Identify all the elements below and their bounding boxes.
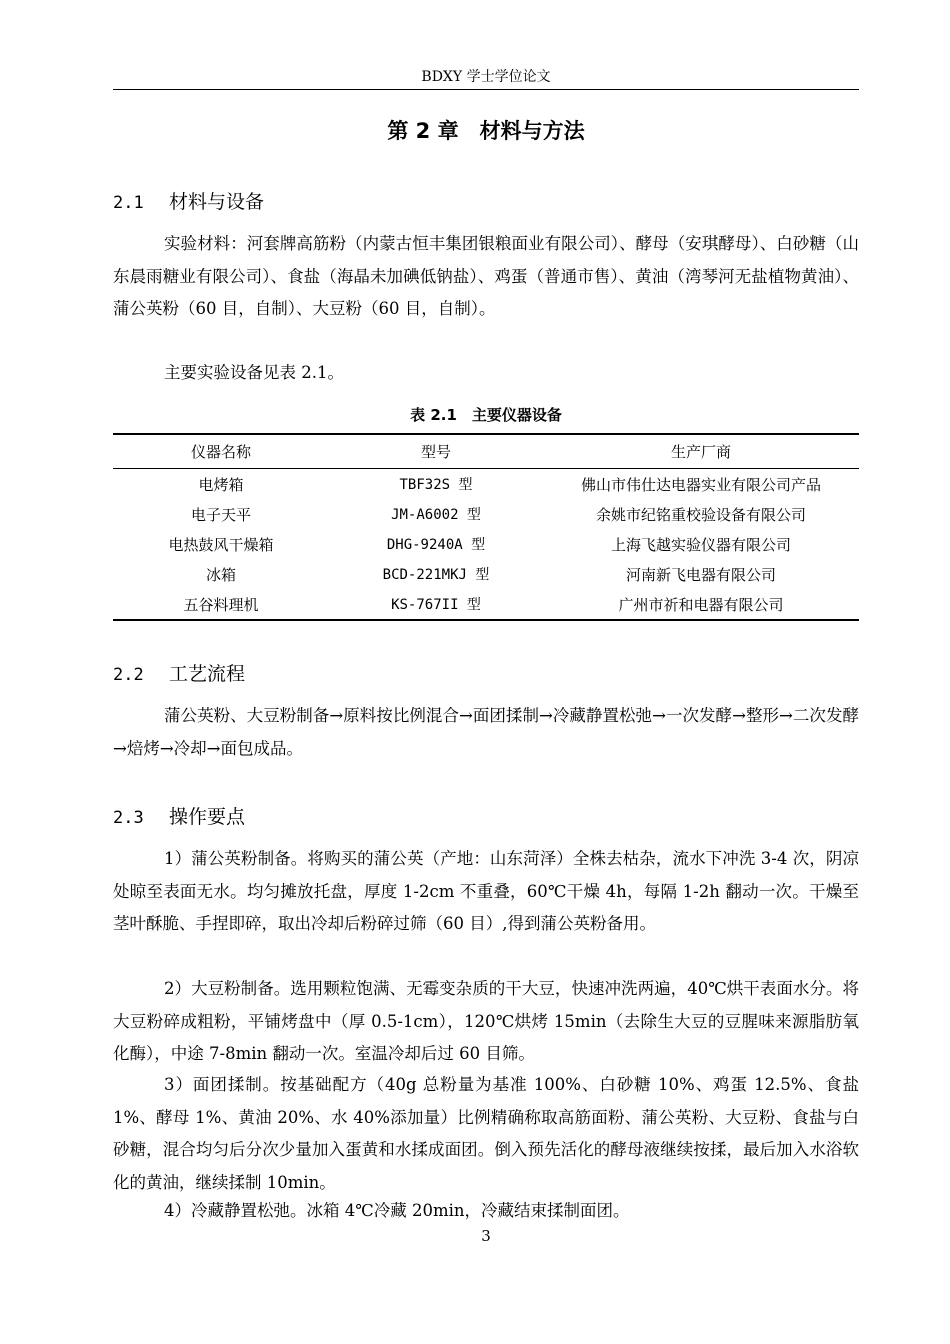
table-cell: 上海飞越实验仪器有限公司 <box>610 535 791 554</box>
table-row <box>113 589 859 620</box>
section-title-text: 工艺流程 <box>169 663 246 685</box>
running-header: BDXY 学士学位论文 <box>421 69 551 85</box>
section-number: 2.2 <box>113 665 144 685</box>
equipment-table <box>113 433 859 621</box>
process-flow-paragraph: 蒲公英粉、大豆粉制备→原料按比例混合→面团揉制→冷藏静置松弛→一次发酵→整形→二次发酵→焙烤→冷却→面包成品。 <box>113 706 859 758</box>
table-cell: 冰箱 <box>205 565 236 584</box>
table-cell: 电热鼓风干燥箱 <box>168 535 274 554</box>
table-header-cell: 仪器名称 <box>190 443 251 461</box>
table-row <box>113 499 859 529</box>
header-rule <box>113 89 859 90</box>
table-cell: 广州市祈和电器有限公司 <box>618 595 784 614</box>
step-3-paragraph: 3）面团揉制。按基础配方（40g 总粉量为基准 100%、白砂糖 10%、鸡蛋 12.5%、食盐 1%、酵母 1%、黄油 20%、水 40%添加量）比例精确称取高筋面粉、蒲公英粉、大豆粉、食盐与白砂糖，混合均匀后分次少量加入蛋黄和水揉成面团。倒入预先活化的酵母液继续按揉，最后加入水浴软化的黄油，继续揉制 10min。 <box>113 1075 859 1192</box>
table-cell: KS-767II 型 <box>391 597 481 613</box>
table-cell: 五谷料理机 <box>183 595 259 614</box>
table-row <box>113 559 859 589</box>
table-cell: DHG-9240A 型 <box>386 537 486 553</box>
section-number: 2.1 <box>113 193 144 213</box>
step-4-paragraph: 4）冷藏静置松弛。冰箱 4℃冷藏 20min，冷藏结束揉制面团。 <box>164 1201 630 1220</box>
materials-paragraph: 实验材料：河套牌高筋粉（内蒙古恒丰集团银粮面业有限公司）、酵母（安琪酵母）、白砂糖（山东晨雨糖业有限公司）、食盐（海晶未加碘低钠盐）、鸡蛋（普通市售）、黄油（湾琴河无盐植物黄油）、蒲公英粉（60 目，自制）、大豆粉（60 目，自制）。 <box>113 234 859 318</box>
section-number: 2.3 <box>113 808 144 828</box>
table-cell: 河南新飞电器有限公司 <box>625 565 776 584</box>
chapter-title: 第 2 章 材料与方法 <box>387 119 585 143</box>
equipment-reference-paragraph: 主要实验设备见表 2.1。 <box>164 363 344 382</box>
table-caption: 表 2.1 主要仪器设备 <box>410 406 562 424</box>
table-cell: JM-A6002 型 <box>391 507 481 523</box>
page-number: 3 <box>481 1227 491 1245</box>
section-title-text: 材料与设备 <box>169 191 265 213</box>
table-cell: 电子天平 <box>190 505 251 524</box>
table-header-row <box>113 434 859 469</box>
step-2-paragraph: 2）大豆粉制备。选用颗粒饱满、无霉变杂质的干大豆，快速冲洗两遍，40℃烘干表面水分。将大豆粉碎成粗粉，平铺烤盘中（厚 0.5-1cm），120℃烘烤 15min（去除生大豆的豆腥味来源脂肪氧化酶），中途 7-8min 翻动一次。室温冷却后过 60 目筛。 <box>113 979 859 1063</box>
table-cell: TBF32S 型 <box>399 477 473 493</box>
section-heading-2-3 <box>113 804 245 831</box>
step-1-paragraph: 1）蒲公英粉制备。将购买的蒲公英（产地：山东菏泽）全株去枯杂，流水下冲洗 3-4 次，阴凉处晾至表面无水。均匀摊放托盘，厚度 1-2cm 不重叠，60℃干燥 4h，每隔 1-2h 翻动一次。干燥至茎叶酥脆、手捏即碎，取出冷却后粉碎过筛（60 目）,得到蒲公英粉备用。 <box>113 849 859 933</box>
table-cell: 电烤箱 <box>198 475 244 494</box>
table-header-cell: 型号 <box>420 443 451 461</box>
table-header-cell: 生产厂商 <box>670 443 731 461</box>
section-heading-2-1 <box>113 189 264 216</box>
table-cell: BCD-221MKJ 型 <box>382 567 490 583</box>
table-cell: 佛山市伟仕达电器实业有限公司产品 <box>580 475 821 494</box>
table-row <box>113 469 859 500</box>
section-title-text: 操作要点 <box>169 806 246 828</box>
table-row <box>113 529 859 559</box>
table-cell: 余姚市纪铭重校验设备有限公司 <box>595 505 806 524</box>
section-heading-2-2 <box>113 661 245 688</box>
